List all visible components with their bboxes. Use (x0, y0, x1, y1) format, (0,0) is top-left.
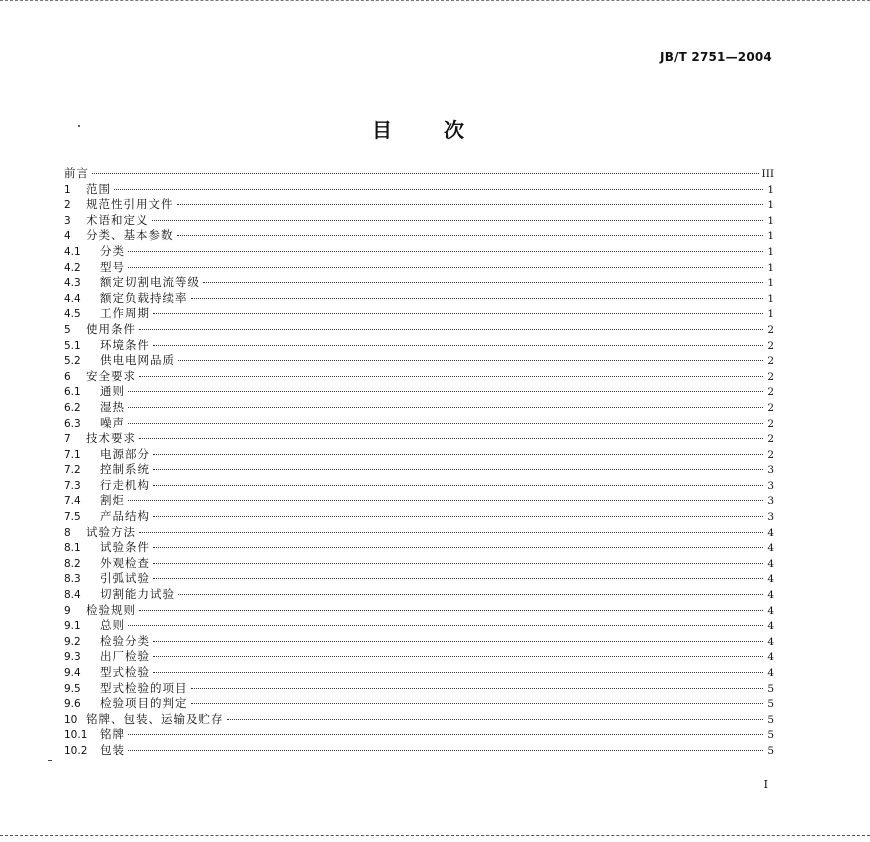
toc-dot-leader (128, 390, 763, 392)
standard-code: JB/T 2751—2004 (660, 50, 772, 64)
toc-entry-number: 10.1 (64, 729, 88, 742)
toc-entry-title: 供电电网品质 (100, 353, 175, 368)
toc-entry-number: 4 (64, 230, 71, 243)
toc-entry-page: 1 (767, 230, 774, 243)
toc-entry-page: 2 (767, 433, 774, 446)
toc-entry-number: 9.5 (64, 682, 81, 695)
toc-entry[interactable] (64, 400, 774, 416)
toc-dot-leader (178, 359, 763, 361)
toc-dot-leader (114, 188, 763, 190)
toc-dot-leader (153, 515, 763, 517)
toc-entry-page: 5 (767, 682, 774, 695)
toc-entry-number: 8.4 (64, 589, 81, 602)
scan-speck (78, 125, 80, 127)
toc-entry[interactable] (64, 493, 774, 509)
toc-dot-leader (128, 733, 763, 735)
toc-entry-page: 1 (767, 292, 774, 305)
toc-dot-leader (177, 203, 764, 205)
toc-entry[interactable] (64, 197, 774, 213)
toc-entry-number: 6.1 (64, 386, 81, 399)
toc-entry[interactable] (64, 447, 774, 463)
toc-entry-page: 2 (767, 417, 774, 430)
toc-dot-leader (139, 531, 763, 533)
toc-dot-leader (178, 593, 763, 595)
toc-entry-title: 湿热 (100, 399, 125, 414)
toc-entry-page: 3 (767, 479, 774, 492)
toc-entry-title: 检验规则 (86, 602, 136, 617)
toc-dot-leader (153, 484, 763, 486)
toc-entry-number: 4.2 (64, 261, 81, 274)
toc-entry-page: 5 (767, 729, 774, 742)
toc-entry[interactable] (64, 416, 774, 432)
toc-entry-title: 检验分类 (100, 633, 150, 648)
toc-entry-page: III (761, 168, 774, 180)
toc-dot-leader (128, 250, 763, 252)
toc-entry-page: 1 (767, 199, 774, 212)
toc-entry[interactable] (64, 478, 774, 494)
toc-entry-number: 4.1 (64, 245, 81, 258)
toc-entry-title: 范围 (86, 181, 111, 196)
toc-entry[interactable] (64, 291, 774, 307)
toc-entry-page: 2 (767, 448, 774, 461)
toc-entry-title: 使用条件 (86, 321, 136, 336)
toc-entry-title: 外观检查 (100, 555, 150, 570)
toc-entry-page: 5 (767, 698, 774, 711)
toc-entry-page: 2 (767, 339, 774, 352)
toc-dot-leader (203, 281, 763, 283)
toc-entry-title: 铭牌 (100, 727, 125, 742)
toc-entry-number: 9.4 (64, 667, 81, 679)
toc-entry-number: 9.1 (64, 620, 81, 633)
toc-dot-leader (153, 312, 763, 314)
toc-entry[interactable] (64, 369, 774, 385)
toc-entry-title: 规范性引用文件 (86, 197, 174, 212)
toc-dot-leader (153, 671, 763, 673)
toc-entry-title: 分类 (100, 243, 125, 258)
toc-entry[interactable] (64, 525, 774, 541)
toc-dot-leader (227, 718, 764, 720)
toc-entry-page: 1 (767, 261, 774, 274)
toc-entry[interactable] (64, 306, 774, 322)
toc-entry-number: 7 (64, 433, 71, 446)
toc-dot-leader (191, 687, 764, 689)
toc-dot-leader (152, 219, 764, 221)
toc-dot-leader (153, 655, 763, 657)
toc-dot-leader (153, 562, 763, 564)
toc-entry-title: 技术要求 (86, 431, 136, 446)
toc-entry-number: 4.5 (64, 308, 81, 321)
toc-entry-page: 4 (767, 557, 774, 570)
table-of-contents (64, 166, 774, 759)
toc-dot-leader (139, 437, 763, 439)
toc-entry-number: 8 (64, 526, 71, 539)
page-folio: I (763, 778, 768, 791)
toc-entry[interactable] (64, 462, 774, 478)
toc-entry-title: 检验项目的判定 (100, 696, 188, 711)
toc-entry[interactable] (64, 338, 774, 354)
margin-tick (48, 760, 52, 761)
toc-dot-leader (128, 499, 763, 501)
toc-entry-number: 4.4 (64, 292, 81, 305)
toc-entry-title: 安全要求 (86, 368, 136, 383)
toc-entry[interactable] (64, 260, 774, 276)
toc-entry[interactable] (64, 649, 774, 665)
toc-entry-number: 6 (64, 370, 71, 383)
toc-dot-leader (153, 344, 763, 346)
toc-entry[interactable] (64, 353, 774, 369)
toc-entry[interactable] (64, 587, 774, 603)
toc-entry-title: 包装 (100, 742, 125, 757)
toc-entry-number: 8.1 (64, 542, 81, 555)
toc-entry-title: 试验条件 (100, 540, 150, 555)
toc-entry-title: 噪声 (100, 415, 125, 430)
toc-entry-title: 割炬 (100, 493, 125, 508)
toc-entry-page: 4 (767, 542, 774, 555)
toc-entry-page: 2 (767, 401, 774, 414)
toc-entry[interactable] (64, 166, 774, 182)
toc-entry-number: 9.6 (64, 698, 81, 711)
toc-entry-title: 工作周期 (100, 306, 150, 321)
toc-entry-page: 1 (767, 277, 774, 290)
toc-entry-number: 1 (64, 183, 71, 196)
toc-entry[interactable] (64, 712, 774, 728)
toc-entry-number: 7.3 (64, 479, 81, 492)
toc-entry-title: 型式检验的项目 (100, 680, 188, 695)
toc-entry-title: 出厂检验 (100, 649, 150, 664)
toc-entry-title: 分类、基本参数 (86, 228, 174, 243)
toc-entry-number: 5 (64, 323, 71, 336)
toc-entry-title: 额定负载持续率 (100, 290, 188, 305)
toc-entry-number: 8.2 (64, 557, 81, 570)
toc-entry-page: 4 (767, 635, 774, 648)
toc-dot-leader (153, 640, 763, 642)
toc-entry[interactable] (64, 322, 774, 338)
toc-entry-title: 切割能力试验 (100, 587, 175, 602)
toc-dot-leader (139, 609, 763, 611)
toc-entry-number: 3 (64, 214, 71, 227)
toc-entry-number: 8.3 (64, 573, 81, 586)
toc-dot-leader (153, 577, 763, 579)
bottom-edge-rule (0, 835, 870, 838)
toc-entry[interactable] (64, 727, 774, 743)
toc-entry-page: 3 (767, 495, 774, 508)
toc-entry-page: 4 (767, 651, 774, 664)
toc-entry[interactable] (64, 540, 774, 556)
toc-dot-leader (128, 422, 763, 424)
toc-entry-page: 1 (767, 183, 774, 196)
toc-entry-page: 4 (767, 589, 774, 602)
toc-entry-title: 电源部分 (100, 446, 150, 461)
toc-entry-title: 环境条件 (100, 337, 150, 352)
toc-entry[interactable] (64, 244, 774, 260)
toc-entry-page: 5 (767, 744, 774, 757)
toc-dot-leader (128, 624, 763, 626)
top-edge-rule (0, 0, 870, 3)
toc-entry-page: 5 (767, 713, 774, 726)
toc-entry-title: 试验方法 (86, 524, 136, 539)
toc-entry-title: 前言 (64, 166, 89, 180)
toc-entry-page: 2 (767, 370, 774, 383)
toc-entry[interactable] (64, 571, 774, 587)
toc-dot-leader (177, 234, 764, 236)
toc-entry[interactable] (64, 228, 774, 244)
toc-entry-number: 2 (64, 199, 71, 212)
toc-entry[interactable] (64, 213, 774, 229)
toc-dot-leader (191, 702, 764, 704)
toc-entry[interactable] (64, 634, 774, 650)
toc-entry[interactable] (64, 182, 774, 198)
toc-dot-leader (128, 749, 763, 751)
toc-entry-number: 9 (64, 604, 71, 617)
toc-entry-title: 通则 (100, 384, 125, 399)
toc-entry-page: 3 (767, 511, 774, 524)
toc-entry-page: 2 (767, 355, 774, 368)
toc-entry-title: 总则 (100, 618, 125, 633)
toc-entry-number: 5.1 (64, 339, 81, 352)
toc-entry-number: 5.2 (64, 355, 81, 368)
toc-entry-page: 4 (767, 620, 774, 633)
toc-entry-title: 额定切割电流等级 (100, 275, 200, 290)
toc-entry-page: 1 (767, 214, 774, 227)
toc-entry-number: 10 (64, 713, 78, 726)
toc-entry-number: 7.4 (64, 495, 81, 508)
toc-entry-title: 引弧试验 (100, 571, 150, 586)
toc-entry[interactable] (64, 681, 774, 697)
toc-entry-title: 铭牌、包装、运输及贮存 (86, 711, 224, 726)
toc-entry-page: 2 (767, 323, 774, 336)
toc-dot-leader (92, 172, 759, 174)
toc-entry-number: 7.2 (64, 464, 81, 477)
toc-dot-leader (153, 453, 763, 455)
toc-entry-number: 9.3 (64, 651, 81, 664)
toc-entry-title: 型号 (100, 259, 125, 274)
toc-entry[interactable] (64, 431, 774, 447)
toc-title: 目次 (372, 118, 516, 142)
toc-dot-leader (153, 468, 763, 470)
toc-entry[interactable] (64, 556, 774, 572)
toc-entry-title: 产品结构 (100, 509, 150, 524)
toc-entry-number: 10.2 (64, 744, 88, 757)
toc-dot-leader (153, 546, 763, 548)
toc-entry-page: 4 (767, 667, 774, 679)
toc-entry-page: 4 (767, 573, 774, 586)
toc-entry[interactable] (64, 618, 774, 634)
toc-entry-number: 6.2 (64, 401, 81, 414)
toc-entry-number: 4.3 (64, 277, 81, 290)
toc-entry-title: 术语和定义 (86, 212, 149, 227)
toc-entry-number: 9.2 (64, 635, 81, 648)
toc-dot-leader (128, 266, 763, 268)
toc-entry[interactable] (64, 275, 774, 291)
toc-entry-number: 7.5 (64, 511, 81, 524)
toc-dot-leader (191, 297, 764, 299)
toc-entry-title: 型式检验 (100, 665, 150, 679)
toc-entry[interactable] (64, 665, 774, 681)
toc-entry-page: 1 (767, 308, 774, 321)
toc-dot-leader (139, 375, 763, 377)
toc-dot-leader (128, 406, 763, 408)
toc-entry[interactable] (64, 603, 774, 619)
toc-entry-page: 3 (767, 464, 774, 477)
toc-entry-page: 4 (767, 526, 774, 539)
toc-entry[interactable] (64, 696, 774, 712)
toc-entry[interactable] (64, 509, 774, 525)
toc-entry-page: 4 (767, 604, 774, 617)
toc-entry-title: 行走机构 (100, 477, 150, 492)
toc-entry[interactable] (64, 743, 774, 759)
toc-entry-page: 2 (767, 386, 774, 399)
toc-entry-page: 1 (767, 245, 774, 258)
toc-entry[interactable] (64, 384, 774, 400)
toc-dot-leader (139, 328, 763, 330)
toc-entry-title: 控制系统 (100, 462, 150, 477)
toc-entry-number: 6.3 (64, 417, 81, 430)
toc-entry-number: 7.1 (64, 448, 81, 461)
